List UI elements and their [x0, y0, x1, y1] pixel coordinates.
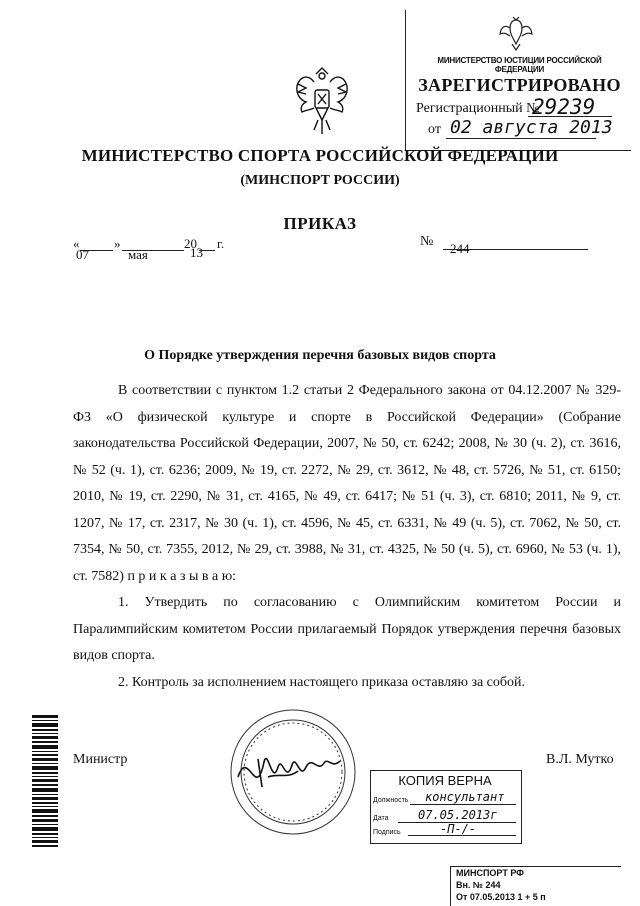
- copy-position-label: Должность: [373, 797, 409, 804]
- eagle-emblem-icon: [498, 14, 534, 52]
- date-open-quote: «: [73, 236, 80, 251]
- body-paragraph-1: В соответствии с пунктом 1.2 статьи 2 Федерального закона от 04.12.2007 № 329-ФЗ «О физической культуре и спорте в Российской Федерации» (Собрание законодательства Российской Федерации, 2007, № 50, ст. 6242; 2008, № 30 (ч. 2), ст. 3616, № 52 (ч. 1), ст. 6236; 2009, № 19, ст. 2272, № 29, ст. 3612, № 48, ст. 5726, № 51, ст. 6150; 2010, № 19, ст. 2290, № 31, ст. 4165, № 49, ст. 6417; № 51 (ч. 3), ст. 6810; 2011, № 9, ст. 1207, № 17, ст. 2317, № 30 (ч. 1), ст. 4596, № 45, ст. 6331, № 49 (ч. 5), ст. 7062, № 50, ст. 7354, № 50, ст. 7355, 2012, № 29, ст. 3988, № 31, ст. 4325, № 50 (ч. 5), ст. 6960, № 53 (ч. 1), ст. 7582) п р и к а з ы в а ю:: [73, 383, 621, 584]
- signatory-title: Министр: [73, 752, 128, 767]
- incoming-stamp-number: Вн. № 244: [456, 880, 501, 890]
- registration-date-label: от: [428, 122, 441, 137]
- date-close-quote: »: [114, 236, 121, 251]
- date-year-prefix: 20: [184, 236, 197, 251]
- date-day: 07: [76, 247, 89, 262]
- date-year-suffix: г.: [217, 236, 225, 251]
- order-number-sign: №: [420, 234, 434, 249]
- registration-date-line: [446, 138, 596, 139]
- document-type: ПРИКАЗ: [283, 214, 357, 233]
- signatory-name: В.Л. Мутко: [546, 752, 614, 767]
- barcode-icon: [32, 715, 58, 847]
- copy-position-line: [410, 804, 516, 805]
- registration-number-label: Регистрационный №: [416, 101, 540, 116]
- registration-ministry: МИНИСТЕРСТВО ЮСТИЦИИ РОССИЙСКОЙ ФЕДЕРАЦИИ: [437, 56, 602, 74]
- date-month: мая: [128, 247, 148, 262]
- date-year: 13: [190, 245, 203, 260]
- body-paragraph-2: 1. Утвердить по согласованию с Олимпийским комитетом России и Паралимпийским комитетом России прилагаемый Порядок утверждения перечня базовых видов спорта.: [73, 595, 621, 663]
- order-number: 244: [450, 241, 470, 256]
- ministry-short-name: (МИНСПОРТ РОССИИ): [240, 173, 400, 188]
- incoming-stamp-date: От 07.05.2013 1 + 5 п: [456, 892, 546, 902]
- copy-position-value: консультант: [425, 790, 505, 804]
- order-subject: О Порядке утверждения перечня базовых видов спорта: [144, 348, 496, 363]
- body-paragraph-3: 2. Контроль за исполнением настоящего приказа оставляю за собой.: [118, 674, 526, 690]
- registration-title: ЗАРЕГИСТРИРОВАНО: [418, 75, 621, 95]
- copy-date-label: Дата: [373, 815, 389, 822]
- copy-stamp-title: КОПИЯ ВЕРНА: [398, 773, 492, 788]
- registration-number: 29239: [532, 95, 596, 119]
- ministry-name: МИНИСТЕРСТВО СПОРТА РОССИЙСКОЙ ФЕДЕРАЦИИ: [81, 146, 559, 165]
- copy-date-value: 07.05.2013г: [418, 808, 498, 822]
- order-body: [73, 378, 621, 696]
- coat-of-arms-icon: [294, 64, 350, 138]
- official-seal-icon: [228, 707, 358, 837]
- registration-date: 02 августа 2013: [450, 117, 613, 138]
- copy-signature-value: -П-/-: [440, 822, 477, 836]
- copy-signature-label: Подпись: [373, 829, 401, 836]
- incoming-stamp-org: МИНСПОРТ РФ: [456, 868, 524, 878]
